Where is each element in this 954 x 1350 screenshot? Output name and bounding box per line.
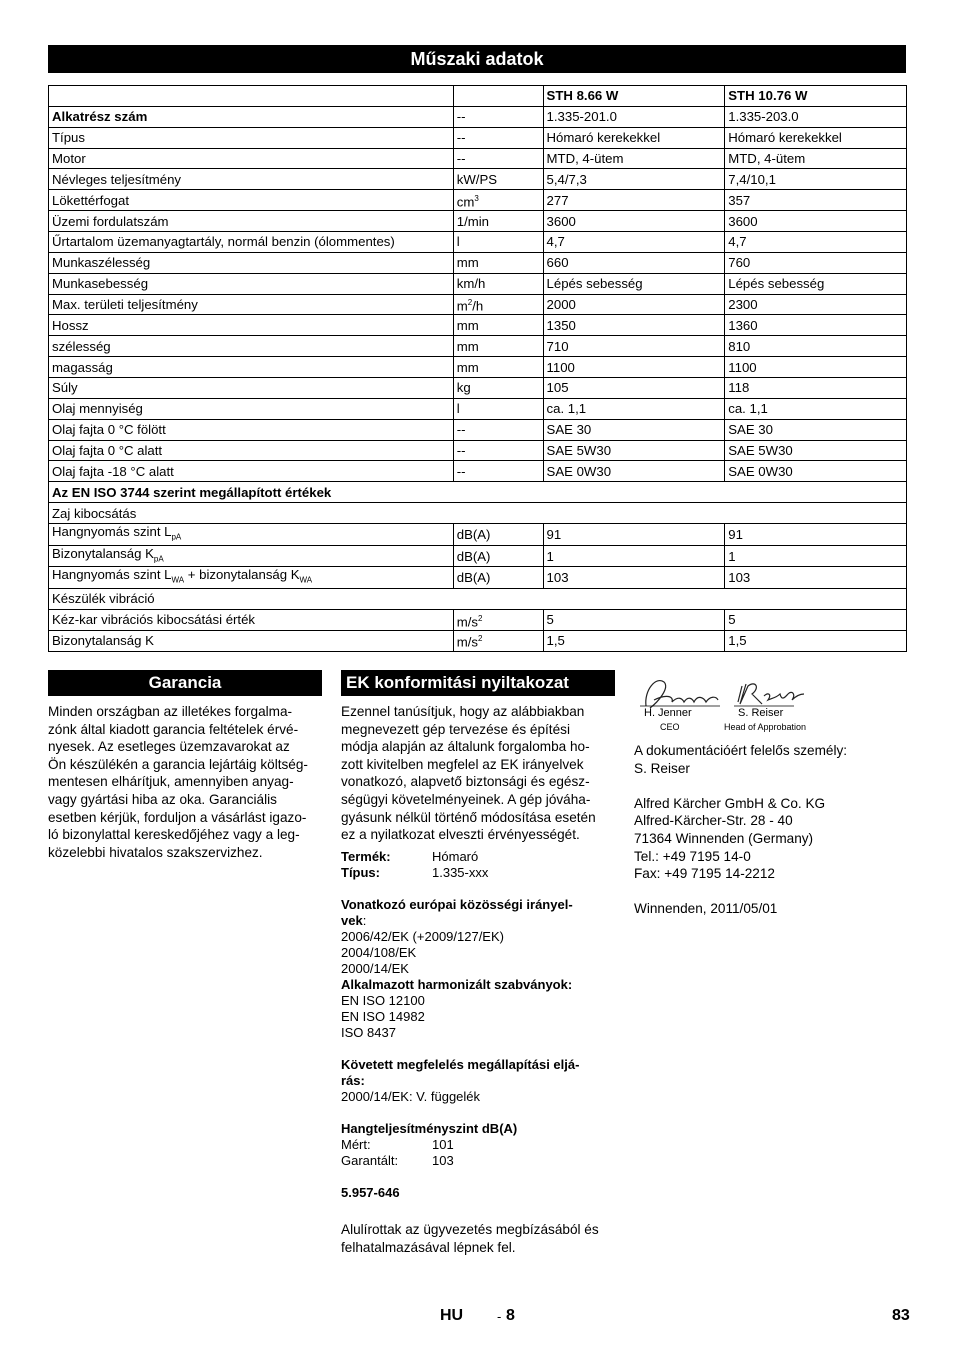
unit-cell — [453, 232, 543, 253]
sound-label: Hangteljesítményszint dB(A) — [341, 1121, 518, 1136]
row-label-cell — [49, 357, 454, 378]
table-row — [49, 567, 907, 589]
table-row — [49, 252, 907, 273]
row-label-cell — [49, 190, 454, 211]
unit-text: l — [456, 234, 460, 250]
unit-cell — [453, 127, 543, 148]
measured-label: Mért: — [341, 1137, 371, 1152]
unit-cell — [453, 106, 543, 127]
ek-intro-line: Ezennel tanúsítjuk, hogy az alábbiakban — [341, 704, 585, 719]
value-cell-sth1076: 1100 — [725, 357, 907, 378]
unit-cell — [453, 461, 543, 482]
unit-text: mm — [456, 338, 479, 354]
unit-cell — [453, 169, 543, 190]
value-cell-sth1076: SAE 30 — [725, 419, 907, 440]
value-cell-sth1076: SAE 0W30 — [725, 461, 907, 482]
unit-text: -- — [456, 463, 466, 479]
ek-intro-line: módja alapján az általunk forgalomba ho- — [341, 739, 590, 755]
row-label-cell — [49, 398, 454, 419]
row-label-cell — [49, 106, 454, 127]
value-cell-sth1076: 5 — [725, 609, 907, 630]
procedure-value: 2000/14/EK: V. függelék — [341, 1089, 481, 1104]
unit-cell — [453, 211, 543, 232]
unit-text: -- — [456, 422, 466, 438]
row-label: Súly — [52, 380, 78, 396]
ek-intro-line: gyásunk nélkül történő módosítása esetén — [341, 809, 596, 825]
row-label-cell — [49, 273, 454, 294]
unit-text: dB(A) — [456, 526, 491, 542]
value-cell-sth866: ca. 1,1 — [543, 398, 725, 419]
row-label: szélesség — [52, 338, 111, 354]
row-label: Hangnyomás szint L — [52, 524, 172, 540]
value-cell-sth1076: 1360 — [725, 315, 907, 336]
type-value: 1.335-xxx — [432, 865, 489, 880]
table-row — [49, 232, 907, 253]
unit-cell — [453, 545, 543, 567]
row-label: Az EN ISO 3744 szerint megállapított értékek — [52, 484, 332, 500]
value-cell-sth1076: 810 — [725, 336, 907, 357]
doc-number: 5.957-646 — [341, 1185, 400, 1200]
ek-intro-line: ez a nyilatkozat elveszti érvényességét. — [341, 827, 580, 843]
row-label: Bizonytalanság K — [52, 633, 154, 649]
value-cell-sth866: 105 — [543, 378, 725, 399]
model-header: STH 10.76 W — [725, 86, 907, 107]
footer-language: HU — [440, 1307, 464, 1324]
value-cell-sth866: 1.335-201.0 — [543, 106, 725, 127]
value-cell-sth1076: MTD, 4-ütem — [725, 148, 907, 169]
unit-cell — [453, 440, 543, 461]
type-row — [341, 865, 616, 881]
row-label: Kéz-kar vibrációs kibocsátási érték — [52, 612, 256, 628]
table-row — [49, 482, 907, 503]
row-label: Készülék vibráció — [52, 591, 155, 607]
row-label: Hangnyomás szint L — [52, 567, 172, 583]
unit-text: dB(A) — [456, 570, 491, 586]
row-label-cell — [49, 461, 454, 482]
row-label-cell — [49, 169, 454, 190]
unit-text: kg — [456, 380, 471, 396]
table-row — [49, 211, 907, 232]
value-cell-sth866: SAE 5W30 — [543, 440, 725, 461]
company-fax: Fax: +49 7195 14-2212 — [634, 866, 775, 882]
unit-cell — [453, 378, 543, 399]
unit-text: cm — [456, 194, 475, 210]
value-cell-sth1076: 760 — [725, 252, 907, 273]
unit-text: -- — [456, 130, 466, 146]
measured-row — [341, 1137, 616, 1153]
value-cell-sth1076: 1,5 — [725, 630, 907, 651]
row-label: Olaj fajta 0 °C fölött — [52, 422, 166, 438]
row-label-cell — [49, 419, 454, 440]
unit-superscript: 2 — [467, 298, 473, 308]
doc-resp-label: A dokumentációért felelős személy: — [634, 743, 848, 758]
table-row — [49, 378, 907, 399]
signatory-name: S. Reiser — [738, 707, 784, 719]
garancia-line: zónk által kiadott garancia feltételek érvé- — [48, 721, 299, 737]
unit-cell — [453, 357, 543, 378]
table-row — [49, 357, 907, 378]
value-cell-sth866: 277 — [543, 190, 725, 211]
spec-table — [48, 85, 907, 652]
unit-text: mm — [456, 255, 479, 271]
unit-text: kW/PS — [456, 171, 498, 187]
standard-item: EN ISO 12100 — [341, 993, 425, 1008]
unit-superscript: 3 — [474, 194, 479, 204]
value-cell-sth1076: Lépés sebesség — [725, 273, 907, 294]
value-cell-sth866: 4,7 — [543, 232, 725, 253]
unit-text-after: /h — [472, 298, 484, 314]
garancia-text — [48, 703, 328, 861]
row-label: Olaj mennyiség — [52, 401, 143, 417]
unit-text: m/s — [456, 613, 478, 629]
row-label-cell — [49, 294, 454, 315]
row-label: Munkaszélesség — [52, 255, 151, 271]
value-cell-sth1076: 91 — [725, 524, 907, 546]
row-label: Olaj fajta 0 °C alatt — [52, 443, 163, 459]
row-label-cell — [49, 609, 454, 630]
product-row — [341, 849, 616, 865]
unit-cell — [453, 630, 543, 651]
ek-intro-line: zott kivitelben megfelel az EK irányelvek — [341, 756, 584, 772]
value-cell-sth866: 1100 — [543, 357, 725, 378]
value-cell-sth866: 5 — [543, 609, 725, 630]
guaranteed-label: Garantált: — [341, 1153, 399, 1168]
value-cell-sth1076: 1 — [725, 545, 907, 567]
row-label: Típus — [52, 130, 85, 146]
standard-item: ISO 8437 — [341, 1025, 396, 1040]
value-cell-sth1076: SAE 5W30 — [725, 440, 907, 461]
row-label-cell — [49, 630, 454, 651]
row-label-cell — [49, 588, 907, 609]
doc-resp-name: S. Reiser — [634, 760, 690, 776]
value-cell-sth1076: 3600 — [725, 211, 907, 232]
garancia-heading: Garancia — [48, 670, 322, 696]
table-row — [49, 148, 907, 169]
value-cell-sth866: Hómaró kerekekkel — [543, 127, 725, 148]
unit-superscript: 2 — [477, 634, 483, 644]
row-label: Max. területi teljesítmény — [52, 297, 198, 313]
row-label: Alkatrész szám — [52, 109, 148, 125]
table-row — [49, 419, 907, 440]
row-label: Munkasebesség — [52, 276, 149, 292]
row-label: Zaj kibocsátás — [52, 505, 137, 521]
company-city: 71364 Winnenden (Germany) — [634, 830, 814, 846]
place-date: Winnenden, 2011/05/01 — [634, 901, 778, 917]
table-row — [49, 588, 907, 609]
unit-superscript: 2 — [477, 613, 483, 623]
row-label: magasság — [52, 359, 113, 375]
unit-cell — [453, 148, 543, 169]
unit-cell — [453, 336, 543, 357]
unit-cell — [453, 252, 543, 273]
procedure-label-cont: rás: — [341, 1073, 365, 1088]
signatory-role: Head of Approbation — [724, 722, 807, 732]
company-name: Alfred Kärcher GmbH & Co. KG — [634, 795, 826, 811]
closing-line: Alulírottak az ügyvezetés megbízásából és — [341, 1222, 599, 1237]
row-label: Hossz — [52, 317, 89, 333]
value-cell-sth1076: 103 — [725, 567, 907, 589]
unit-cell — [453, 315, 543, 336]
value-cell-sth1076: 118 — [725, 378, 907, 399]
ek-heading: EK konformitási nyiltakozat — [341, 670, 615, 696]
model-header: STH 8.66 W — [543, 86, 725, 107]
table-row — [49, 169, 907, 190]
value-cell-sth866: 660 — [543, 252, 725, 273]
row-label: Lökettérfogat — [52, 192, 129, 208]
unit-text: 1/min — [456, 213, 489, 229]
table-row — [49, 630, 907, 651]
garancia-line: nyesek. Az esetleges üzemzavarokat az — [48, 739, 290, 755]
company-street: Alfred-Kärcher-Str. 28 - 40 — [634, 813, 793, 829]
footer-page-number: 83 — [892, 1307, 910, 1324]
unit-cell — [453, 567, 543, 589]
garancia-line: Minden országban az illetékes forgalma- — [48, 704, 293, 719]
ek-intro-line: megnevezett gép tervezése és építési — [341, 721, 570, 737]
standard-item: EN ISO 14982 — [341, 1009, 425, 1024]
ek-intro-text — [341, 703, 616, 844]
value-cell-sth1076: 357 — [725, 190, 907, 211]
row-label-cell — [49, 127, 454, 148]
value-cell-sth866: Lépés sebesség — [543, 273, 725, 294]
value-cell-sth1076: ca. 1,1 — [725, 398, 907, 419]
value-cell-sth866: 1350 — [543, 315, 725, 336]
garancia-line: vagy gyártási hiba az oka. Garanciális — [48, 791, 277, 807]
value-cell-sth1076: Hómaró kerekekkel — [725, 127, 907, 148]
guaranteed-row — [341, 1153, 616, 1169]
unit-cell — [453, 273, 543, 294]
value-cell-sth866: 103 — [543, 567, 725, 589]
unit-text: -- — [456, 109, 466, 125]
type-label: Típus: — [341, 865, 380, 880]
table-row — [49, 609, 907, 630]
page-title: Műszaki adatok — [48, 45, 906, 73]
value-cell-sth866: 1 — [543, 545, 725, 567]
row-label-cell — [49, 482, 907, 503]
unit-text: l — [456, 401, 460, 417]
signatory-name: H. Jenner — [644, 707, 692, 719]
value-cell-sth1076: 7,4/10,1 — [725, 169, 907, 190]
value-cell-sth866: 5,4/7,3 — [543, 169, 725, 190]
row-label: Olaj fajta -18 °C alatt — [52, 463, 174, 479]
directives-colon: : — [362, 913, 367, 928]
garancia-line: esetben kérjük, forduljon a vásárlást igazo- — [48, 809, 307, 825]
label-subscript: WA — [171, 575, 185, 585]
header-empty — [49, 86, 454, 107]
value-cell-sth866: SAE 0W30 — [543, 461, 725, 482]
unit-cell — [453, 609, 543, 630]
table-row — [49, 461, 907, 482]
footer-page-local: 8 — [506, 1307, 515, 1324]
product-label: Termék: — [341, 849, 391, 864]
value-cell-sth866: SAE 30 — [543, 419, 725, 440]
header-empty — [453, 86, 543, 107]
row-label-cell — [49, 315, 454, 336]
row-label: Névleges teljesítmény — [52, 171, 182, 187]
directive-item: 2006/42/EK (+2009/127/EK) — [341, 929, 504, 944]
row-label-cell — [49, 252, 454, 273]
row-label: Bizonytalanság K — [52, 545, 154, 561]
label-subscript: pA — [153, 554, 164, 564]
value-cell-sth1076: 2300 — [725, 294, 907, 315]
row-label: Űrtartalom üzemanyagtartály, normál benzin (ólommentes) — [52, 234, 395, 250]
table-row — [49, 545, 907, 567]
table-header-row — [49, 86, 907, 107]
garancia-line: közelebbi hivatalos szakszervizhez. — [48, 844, 263, 860]
value-cell-sth866: 91 — [543, 524, 725, 546]
row-label-cell — [49, 567, 454, 589]
unit-text: mm — [456, 359, 479, 375]
value-cell-sth866: 3600 — [543, 211, 725, 232]
guaranteed-value: 103 — [432, 1153, 454, 1168]
table-row — [49, 127, 907, 148]
unit-text: m — [456, 298, 468, 314]
row-label-cell — [49, 336, 454, 357]
ek-details — [341, 849, 616, 1256]
unit-text: dB(A) — [456, 548, 491, 564]
value-cell-sth866: 1,5 — [543, 630, 725, 651]
directive-item: 2000/14/EK — [341, 961, 409, 976]
value-cell-sth866: 2000 — [543, 294, 725, 315]
garancia-line: mentesen elhárítjuk, amennyiben anyag- — [48, 774, 294, 790]
unit-text: m/s — [456, 634, 478, 650]
footer-dash: - — [497, 1309, 502, 1324]
value-cell-sth1076: 1.335-203.0 — [725, 106, 907, 127]
row-label: Üzemi fordulatszám — [52, 213, 169, 229]
value-cell-sth1076: 4,7 — [725, 232, 907, 253]
measured-value: 101 — [432, 1137, 454, 1152]
unit-cell — [453, 294, 543, 315]
table-row — [49, 106, 907, 127]
unit-cell — [453, 398, 543, 419]
directives-label-end: vek — [341, 913, 363, 928]
row-label-mid: + bizonytalanság K — [184, 567, 300, 583]
unit-cell — [453, 524, 543, 546]
table-row — [49, 440, 907, 461]
unit-text: km/h — [456, 276, 486, 292]
row-label-cell — [49, 211, 454, 232]
unit-text: -- — [456, 443, 466, 459]
row-label-cell — [49, 148, 454, 169]
directives-label: Vonatkozó európai közösségi irányel- — [341, 897, 573, 912]
label-subscript: WA — [299, 575, 313, 585]
unit-text: -- — [456, 151, 466, 166]
closing-line: felhatalmazásával lépnek fel. — [341, 1239, 516, 1255]
row-label-cell — [49, 232, 454, 253]
row-label-cell — [49, 378, 454, 399]
signatory-role: CEO — [660, 722, 680, 732]
table-row — [49, 190, 907, 211]
row-label-cell — [49, 440, 454, 461]
row-label-cell — [49, 545, 454, 567]
standards-label: Alkalmazott harmonizált szabványok: — [341, 977, 573, 992]
value-cell-sth866: MTD, 4-ütem — [543, 148, 725, 169]
company-tel: Tel.: +49 7195 14-0 — [634, 848, 751, 864]
ek-intro-line: vonatkozó, alapvető biztonsági és egész- — [341, 774, 590, 790]
table-row — [49, 336, 907, 357]
garancia-line: ló bizonylattal kereskedőjéhez vagy a leg- — [48, 827, 300, 843]
row-label-cell — [49, 524, 454, 546]
row-label-cell — [49, 503, 907, 524]
signature-area — [634, 672, 824, 737]
directive-item: 2004/108/EK — [341, 945, 417, 960]
table-row — [49, 503, 907, 524]
table-row — [49, 273, 907, 294]
table-row — [49, 524, 907, 546]
contact-info — [634, 742, 914, 918]
ek-intro-line: ségügyi követelményeinek. A gép jóváha- — [341, 791, 591, 807]
procedure-label: Követett megfelelés megállapítási eljá- — [341, 1057, 580, 1072]
value-cell-sth866: 710 — [543, 336, 725, 357]
directives-label-cont — [341, 913, 616, 929]
unit-cell — [453, 190, 543, 211]
product-value: Hómaró — [432, 849, 479, 864]
unit-text: mm — [456, 317, 479, 333]
unit-cell — [453, 419, 543, 440]
garancia-line: Ön készülékén a garancia lejártáig költség- — [48, 756, 308, 772]
table-row — [49, 315, 907, 336]
table-row — [49, 398, 907, 419]
label-subscript: pA — [171, 532, 182, 542]
row-label: Motor — [52, 151, 86, 166]
table-row — [49, 294, 907, 315]
